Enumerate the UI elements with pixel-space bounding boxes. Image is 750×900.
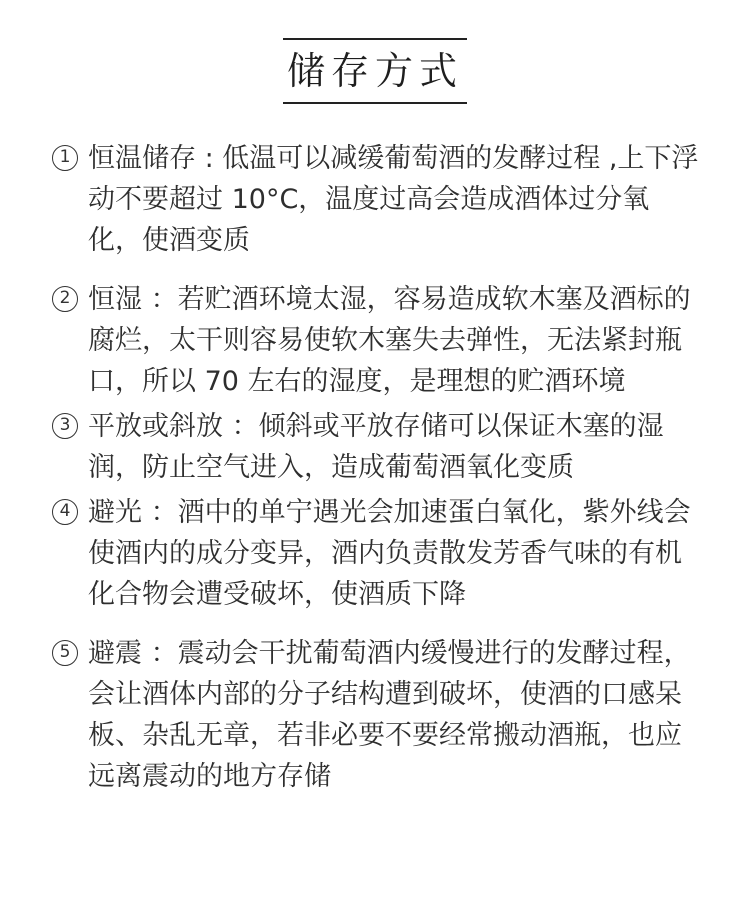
item-text: 避光 ：酒中的单宁遇光会加速蛋白氧化，紫外线会使酒内的成分变异，酒内负责散发芳香气味的有机化合物会遭受破坏，使酒质下降 xyxy=(88,497,691,610)
list-item-lay-flat xyxy=(52,406,702,488)
circled-number-5: 5 xyxy=(52,640,78,666)
list-item-constant-temperature xyxy=(52,138,702,261)
circled-number-1: 1 xyxy=(52,145,78,171)
item-text: 恒湿 ：若贮酒环境太湿，容易造成软木塞及酒标的腐烂，太干则容易使软木塞失去弹性，无法紧封瓶口，所以 70 左右的湿度，是理想的贮酒环境 xyxy=(88,284,691,397)
list-item-constant-humidity xyxy=(52,279,702,402)
circled-number-4: 4 xyxy=(52,499,78,525)
circled-number-3: 3 xyxy=(52,413,78,439)
item-text: 平放或斜放 ：倾斜或平放存储可以保证木塞的湿润，防止空气进入，造成葡萄酒氧化变质 xyxy=(88,411,664,483)
item-text: 恒温储存 : 低温可以减缓葡萄酒的发酵过程 ,上下浮动不要超过 10°C，温度过高会造成酒体过分氧化，使酒变质 xyxy=(88,143,699,256)
list-item-avoid-vibration xyxy=(52,633,702,797)
list-item-avoid-light xyxy=(52,492,702,615)
item-text: 避震 ：震动会干扰葡萄酒内缓慢进行的发酵过程，会让酒体内部的分子结构遭到破坏，使酒的口感呆板、杂乱无章，若非必要不要经常搬动酒瓶，也应远离震动的地方存储 xyxy=(88,638,691,792)
page-title: 储存方式 xyxy=(283,38,467,104)
circled-number-2: 2 xyxy=(52,286,78,312)
storage-method-list xyxy=(52,138,702,797)
title-area xyxy=(0,38,750,104)
